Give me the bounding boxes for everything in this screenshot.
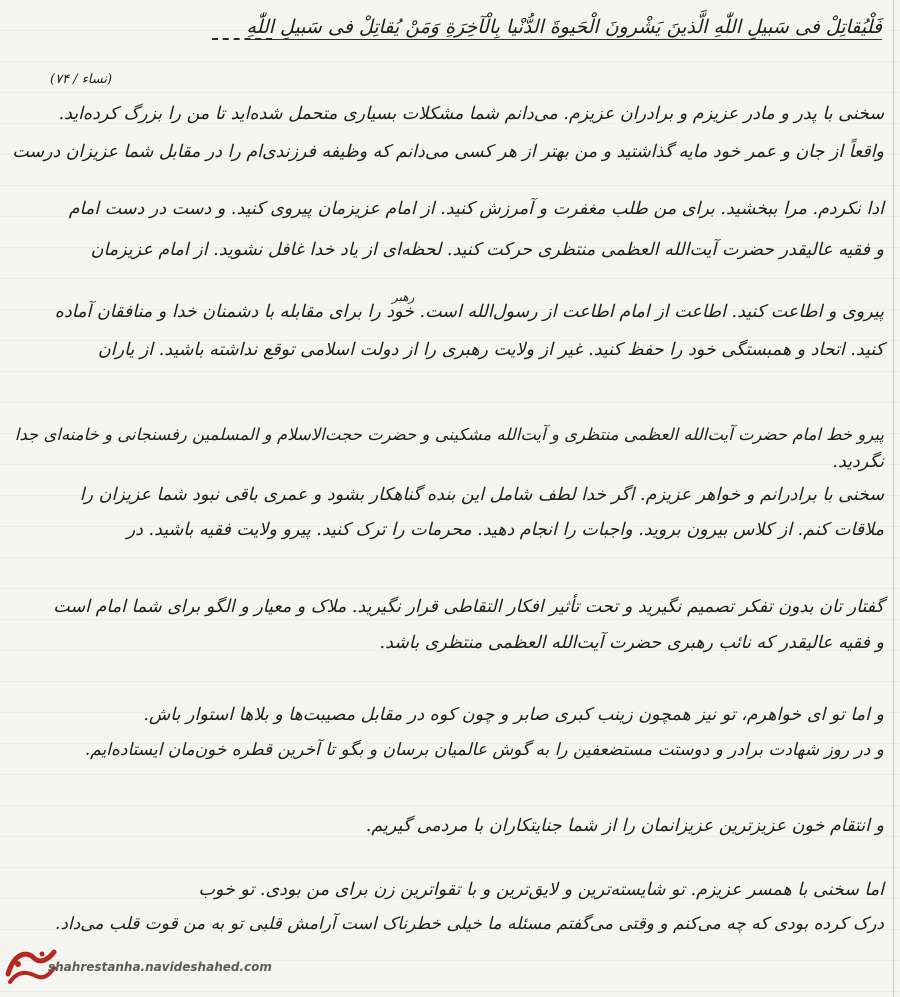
- text-line: و فقیه عالیقدر که نائب رهبری حضرت آیت‌الله العظمی منتظری باشد.: [379, 633, 884, 653]
- text-line: سخنی با برادرانم و خواهر عزیزم. اگر خدا لطف شامل این بنده گناهکار بشود و عمری باقی نبود شما عزیزان را: [79, 485, 884, 505]
- line-insertion-note: رهبر: [392, 290, 415, 304]
- watermark-url: shahrestanha.navideshahed.com: [48, 960, 272, 974]
- text-line: ادا نکردم. مرا ببخشید. برای من طلب مغفرت و آمرزش کنید. از امام عزیزمان پیروی کنید. و دست در دست امام: [68, 199, 884, 219]
- text-line: پیرو خط امام حضرت آیت‌الله العظمی منتظری و آیت‌الله مشکینی و حضرت حجت‌الاسلام و المسلمین رفسنجانی و خامنه‌ای جدا: [14, 425, 884, 444]
- text-line: گفتار تان بدون تفکر تصمیم نگیرید و تحت تأثیر افکار التقاطی قرار نگیرید. ملاک و معیار و الگو برای شما امام است: [53, 597, 884, 617]
- text-line: اما سخنی با همسر عزیزم. تو شایسته‌ترین و لایق‌ترین و با تقواترین زن برای من بودی. تو خوب: [198, 880, 884, 900]
- text-line: و در روز شهادت برادر و دوستت مستضعفین را به گوش عالمیان برسان و بگو تا آخرین قطره خون‌مان ایستاده‌ایم.: [84, 740, 884, 760]
- text-line: و فقیه عالیقدر حضرت آیت‌الله العظمی منتظری حرکت کنید. لحظه‌ای از یاد خدا غافل نشوید. از امام عزیزمان: [90, 240, 884, 260]
- heading-dash-line: [212, 38, 272, 40]
- page-margin-line: [893, 0, 894, 997]
- text-line: پیروی و اطاعت کنید. اطاعت از امام اطاعت از رسول‌الله است. خود را برای مقابله با دشمنان خدا و منافقان آماده: [54, 302, 884, 322]
- text-line: واقعاً از جان و عمر خود مایه گذاشتید و من بهتر از هر کسی می‌دانم که وظیفه فرزندی‌ام را در مقابل شما عزیزان درست: [12, 142, 884, 162]
- text-line: ملاقات کنم. از کلاس بیرون بروید. واجبات را انجام دهید. محرمات را ترک کنید. پیرو ولایت فقیه باشید. در: [126, 520, 884, 540]
- verse-reference: (نساء / ۷۴): [50, 72, 113, 87]
- text-line: کنید. اتحاد و همبستگی خود را حفظ کنید. غیر از ولایت رهبری را از دولت اسلامی توقع نداشته باشید. از یاران: [97, 340, 884, 360]
- text-line: سخنی با پدر و مادر عزیزم و برادران عزیزم. می‌دانم شما مشکلات بسیاری متحمل شده‌اید تا من را بزرگ کرده‌اید.: [58, 104, 884, 124]
- text-line: و انتقام خون عزیزترین عزیزانمان را از شما جنایتکاران با مردمی گیریم.: [365, 816, 884, 836]
- quran-verse-heading: فَلْیُقاتِلْ فی سَبیلِ اللّٰهِ الَّذینَ یَشْرونَ الْحَیوةَ الدُّنْیا بِالْآخِرَةِ وَمَنْ یُقاتِلْ فی سَبیلِ اللّٰهِ: [246, 16, 882, 38]
- text-line: نگردید.: [832, 452, 884, 472]
- text-line: درک کرده بودی که چه می‌کنم و وقتی می‌گفتم مسئله ما خیلی خطرناک است آرامش قلبی تو به من قوت قلب می‌داد.: [55, 914, 884, 934]
- text-line: و اما تو ای خواهرم، تو نیز همچون زینب کبری صابر و چون کوه در مقابل مصیبت‌ها و بلاها استوار باش.: [143, 705, 884, 725]
- site-watermark: [4, 944, 272, 992]
